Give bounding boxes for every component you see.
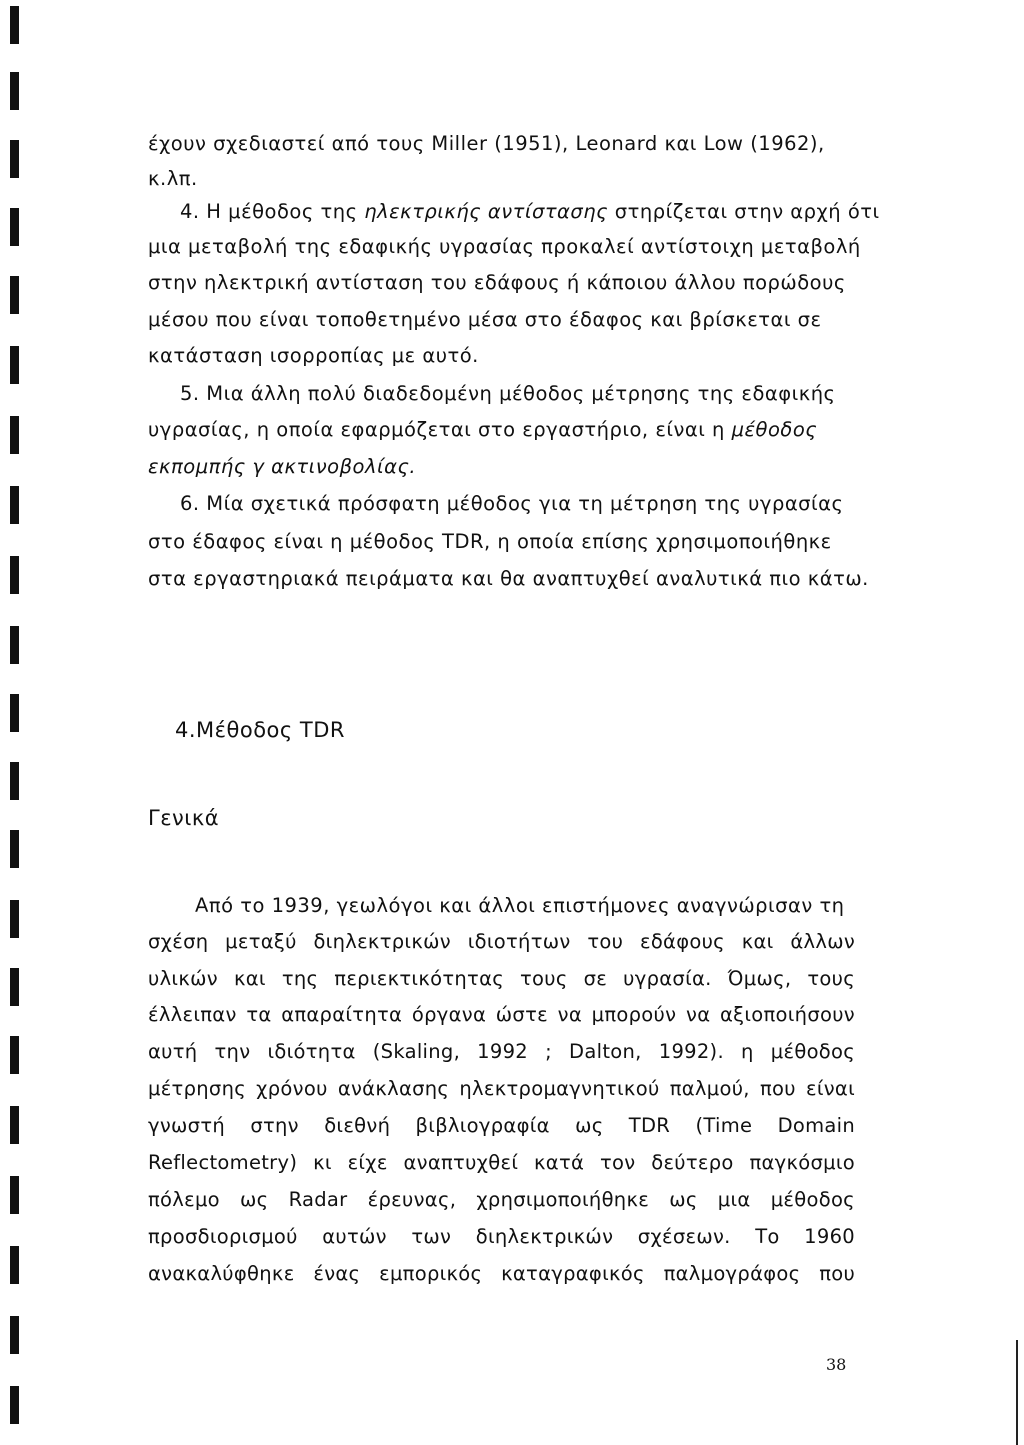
binding-mark xyxy=(10,416,19,454)
italic-term: μέθοδος xyxy=(731,418,818,441)
list-item-4 xyxy=(180,200,880,224)
paragraph-line: προσδιορισμού αυτών των διηλεκτρικών σχέσεων. Το 1960 xyxy=(148,1225,855,1248)
paragraph-line: ανακαλύφθηκε ένας εμπορικός καταγραφικός παλμογράφος που xyxy=(148,1262,856,1285)
right-edge-rule xyxy=(1016,1340,1018,1445)
italic-term: ηλεκτρικής αντίστασης xyxy=(364,200,609,223)
text-line: μια μεταβολή της εδαφικής υγρασίας προκαλεί αντίστοιχη μεταβολή xyxy=(148,235,861,258)
binding-mark xyxy=(10,6,19,44)
binding-mark xyxy=(10,346,19,384)
paragraph-line: αυτή την ιδιότητα (Skaling, 1992 ; Dalton, 1992). η μέθοδος xyxy=(148,1040,856,1063)
binding-mark xyxy=(10,556,19,594)
section-heading: 4.Μέθοδος TDR xyxy=(175,718,345,742)
binding-mark xyxy=(10,486,19,524)
binding-mark xyxy=(10,1036,19,1074)
text-fragment: 4. Η μέθοδος της xyxy=(180,200,365,223)
binding-mark xyxy=(10,1316,19,1354)
binding-mark xyxy=(10,762,19,800)
binding-mark xyxy=(10,694,19,732)
text-line: κατάσταση ισορροπίας με αυτό. xyxy=(148,344,479,367)
text-line: στα εργαστηριακά πειράματα και θα αναπτυχθεί αναλυτικά πιο κάτω. xyxy=(148,567,869,590)
text-line: στο έδαφος είναι η μέθοδος TDR, η οποία επίσης χρησιμοποιήθηκε xyxy=(148,530,832,553)
italic-term: εκπομπής γ ακτινοβολίας. xyxy=(148,455,417,478)
paragraph-line: Από το 1939, γεωλόγοι και άλλοι επιστήμονες αναγνώρισαν τη xyxy=(195,894,845,917)
text-line xyxy=(148,418,817,442)
binding-mark xyxy=(10,1246,19,1284)
paragraph-line: μέτρησης χρόνου ανάκλασης ηλεκτρομαγνητικού παλμού, που είναι xyxy=(148,1077,855,1100)
text-line: στην ηλεκτρική αντίσταση του εδάφους ή κάποιου άλλου πορώδους xyxy=(148,271,846,294)
page-number: 38 xyxy=(826,1355,847,1374)
binding-mark xyxy=(10,208,19,246)
paragraph-line: Reflectometry) κι είχε αναπτυχθεί κατά τον δεύτερο παγκόσμιο xyxy=(148,1151,856,1174)
list-item-5: 5. Μια άλλη πολύ διαδεδομένη μέθοδος μέτρησης της εδαφικής xyxy=(180,382,836,405)
paragraph-line: έλλειπαν τα απαραίτητα όργανα ώστε να μπορούν να αξιοποιήσουν xyxy=(148,1003,855,1026)
binding-mark xyxy=(10,1386,19,1424)
binding-mark xyxy=(10,968,19,1006)
text-fragment: υγρασίας, η οποία εφαρμόζεται στο εργαστήριο, είναι η xyxy=(148,418,732,441)
binding-mark xyxy=(10,626,19,664)
binding-mark xyxy=(10,900,19,938)
text-line: κ.λπ. xyxy=(148,167,198,190)
paragraph-line: σχέση μεταξύ διηλεκτρικών ιδιοτήτων του εδάφους και άλλων xyxy=(148,930,856,953)
list-item-6: 6. Μία σχετικά πρόσφατη μέθοδος για τη μέτρηση της υγρασίας xyxy=(180,492,844,515)
paragraph-line: πόλεμο ως Radar έρευνας, χρησιμοποιήθηκε ως μια μέθοδος xyxy=(148,1188,855,1211)
binding-mark xyxy=(10,72,19,110)
paragraph-line: υλικών και της περιεκτικότητας τους σε υγρασία. Όμως, τους xyxy=(148,967,855,990)
text-line: έχουν σχεδιαστεί από τους Miller (1951), Leonard και Low (1962), xyxy=(148,132,825,155)
binding-mark xyxy=(10,830,19,868)
binding-marks xyxy=(10,0,26,1445)
binding-mark xyxy=(10,1106,19,1144)
binding-mark xyxy=(10,1176,19,1214)
text-fragment: στηρίζεται στην αρχή ότι xyxy=(608,200,880,223)
paragraph-line: γνωστή στην διεθνή βιβλιογραφία ως TDR (Time Domain xyxy=(148,1114,856,1137)
binding-mark xyxy=(10,140,19,178)
subheading: Γενικά xyxy=(148,806,220,830)
binding-mark xyxy=(10,276,19,314)
text-line: μέσου που είναι τοποθετημένο μέσα στο έδαφος και βρίσκεται σε xyxy=(148,308,822,331)
